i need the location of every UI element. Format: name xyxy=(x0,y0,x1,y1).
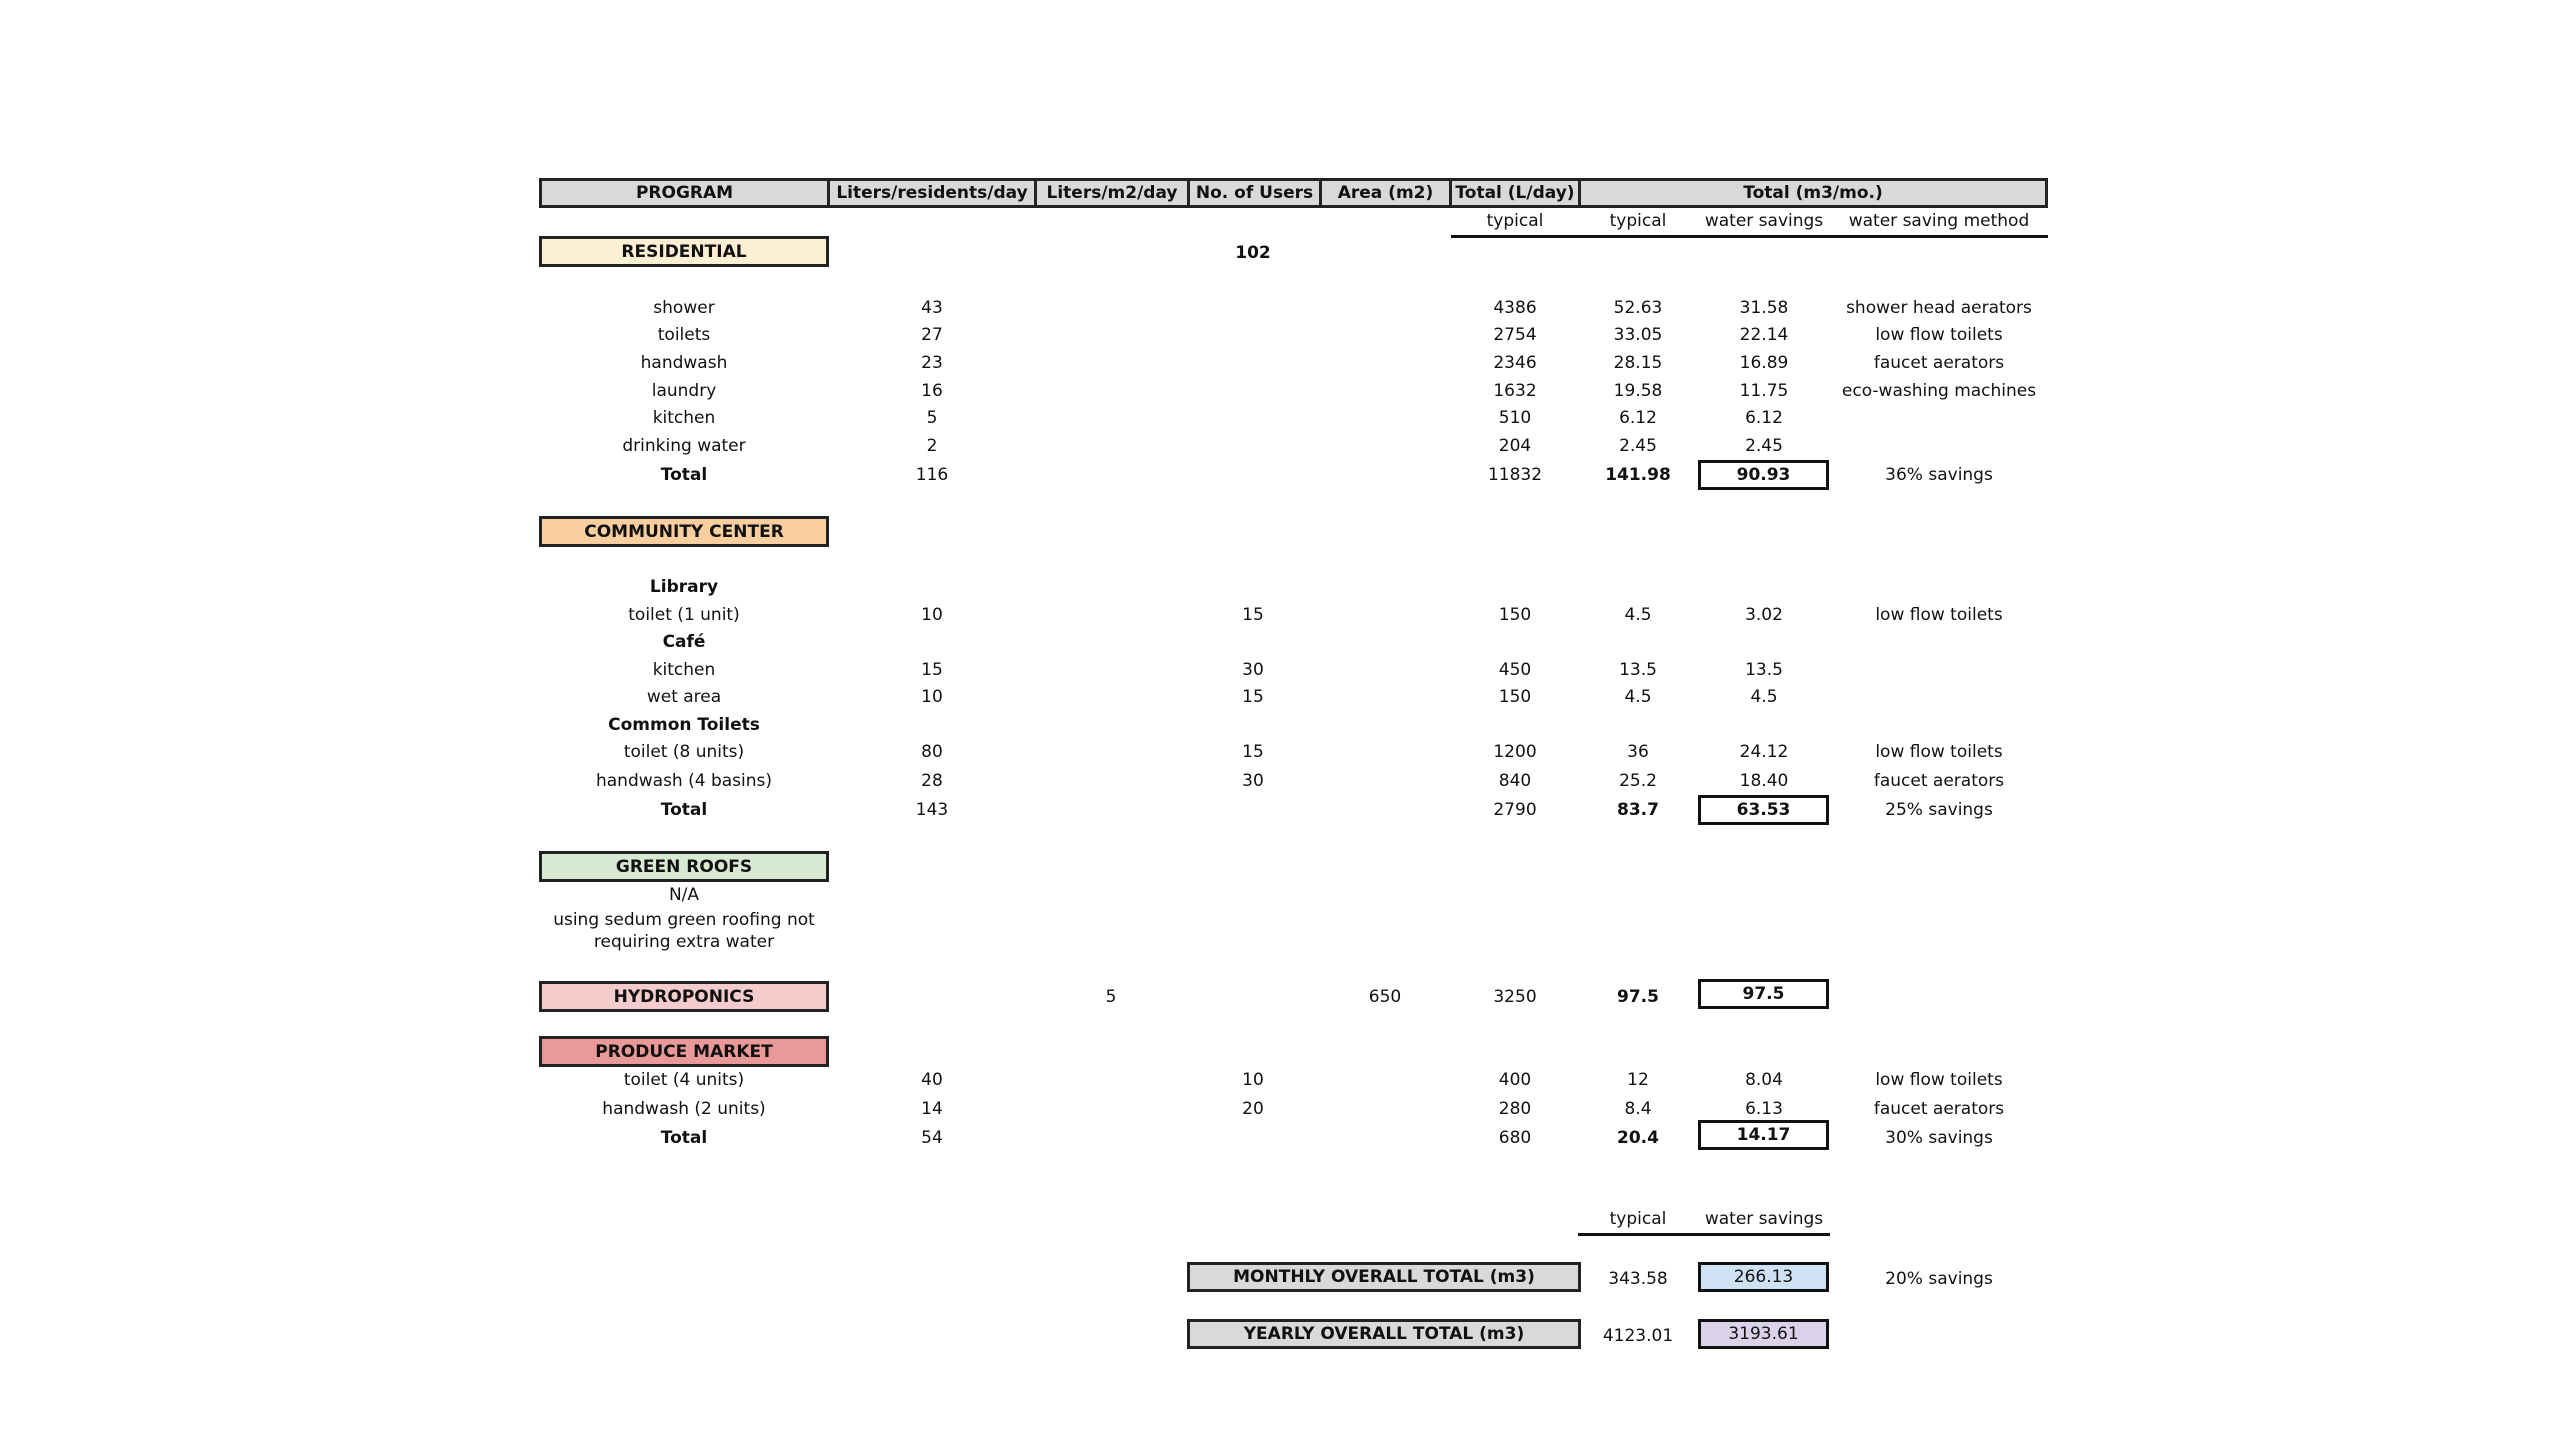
residential-users: 102 xyxy=(1235,243,1271,263)
category-residential: RESIDENTIAL xyxy=(539,236,829,267)
table-row-total: 204 xyxy=(1498,436,1532,456)
table-row-savings: 16.89 xyxy=(1739,353,1789,373)
yearly-overall-total-label: YEARLY OVERALL TOTAL (m3) xyxy=(1187,1319,1581,1349)
table-row-total: 150 xyxy=(1498,687,1532,707)
yearly-overall-savings-box: 3193.61 xyxy=(1698,1319,1829,1349)
monthly-overall-typical: 343.58 xyxy=(1608,1269,1668,1289)
table-row-total: 1632 xyxy=(1493,381,1537,401)
table-row-users: 10 xyxy=(1242,1070,1264,1090)
total-row-method: 30% savings xyxy=(1885,1128,1993,1148)
table-row-savings: 24.12 xyxy=(1739,742,1789,762)
table-row-name: toilet (1 unit) xyxy=(628,605,740,625)
table-row-total: 510 xyxy=(1498,408,1532,428)
table-row-name: kitchen xyxy=(652,660,716,680)
overall-savings-header: water savings xyxy=(1704,1209,1824,1229)
table-row-users: 15 xyxy=(1242,742,1264,762)
table-row-typical: 13.5 xyxy=(1619,660,1657,680)
hydroponics-total: 3250 xyxy=(1493,987,1537,1007)
hydroponics-savings-box: 97.5 xyxy=(1698,979,1829,1009)
total-row-total: 680 xyxy=(1498,1128,1532,1148)
table-row-savings: 11.75 xyxy=(1739,381,1789,401)
table-row-name: handwash xyxy=(640,353,728,373)
table-row-name: toilet (4 units) xyxy=(623,1070,745,1090)
subheader-underline xyxy=(1451,235,2048,238)
total-row-typical: 20.4 xyxy=(1617,1128,1659,1148)
hydroponics-typical: 97.5 xyxy=(1617,987,1659,1007)
table-row-lpr: 27 xyxy=(921,325,943,345)
table-row-total: 1200 xyxy=(1493,742,1537,762)
table-row-method: faucet aerators xyxy=(1873,353,2005,373)
table-row-typical: 28.15 xyxy=(1613,353,1663,373)
table-row-savings: 22.14 xyxy=(1739,325,1789,345)
table-row-method: faucet aerators xyxy=(1873,1099,2005,1119)
total-row-savings-box: 14.17 xyxy=(1698,1120,1829,1150)
subheader-typical-l-day: typical xyxy=(1486,211,1544,231)
subgroup-cafe: Café xyxy=(662,632,706,652)
total-row-typical: 141.98 xyxy=(1605,465,1671,485)
hydroponics-liters-m2: 5 xyxy=(1105,987,1117,1007)
table-row-total: 450 xyxy=(1498,660,1532,680)
subgroup-common-toilets: Common Toilets xyxy=(608,715,760,735)
table-row-name: drinking water xyxy=(622,436,746,456)
table-row-name: handwash (2 units) xyxy=(602,1099,766,1119)
table-row-users: 20 xyxy=(1242,1099,1264,1119)
header-liters-m2-day: Liters/m2/day xyxy=(1034,178,1190,208)
overall-header-underline xyxy=(1578,1233,1830,1236)
table-row-savings: 8.04 xyxy=(1745,1070,1783,1090)
total-row-savings-box: 90.93 xyxy=(1698,460,1829,490)
header-liters-residents-day: Liters/residents/day xyxy=(827,178,1037,208)
table-row-total: 4386 xyxy=(1493,298,1537,318)
header-total-m3-mo: Total (m3/mo.) xyxy=(1578,178,2048,208)
table-row-typical: 8.4 xyxy=(1624,1099,1652,1119)
table-row-users: 30 xyxy=(1242,660,1264,680)
table-row-total: 840 xyxy=(1498,771,1532,791)
table-row-lpr: 80 xyxy=(921,742,943,762)
total-row-method: 25% savings xyxy=(1885,800,1993,820)
table-row-method: low flow toilets xyxy=(1875,742,2003,762)
table-row-name: handwash (4 basins) xyxy=(595,771,773,791)
table-row-name: kitchen xyxy=(652,408,716,428)
table-row-total: 2754 xyxy=(1493,325,1537,345)
table-row-typical: 33.05 xyxy=(1613,325,1663,345)
table-row-method: eco-washing machines xyxy=(1841,381,2037,401)
total-row-typical: 83.7 xyxy=(1617,800,1659,820)
monthly-overall-total-label: MONTHLY OVERALL TOTAL (m3) xyxy=(1187,1262,1581,1292)
table-row-name: toilet (8 units) xyxy=(623,742,745,762)
table-row-name: shower xyxy=(653,298,715,318)
table-row-typical: 19.58 xyxy=(1613,381,1663,401)
category-produce-market: PRODUCE MARKET xyxy=(539,1036,829,1067)
subheader-typical-m3: typical xyxy=(1609,211,1667,231)
total-row-name: Total xyxy=(660,1128,708,1148)
total-row-savings-box: 63.53 xyxy=(1698,795,1829,825)
table-row-lpr: 16 xyxy=(921,381,943,401)
table-row-users: 15 xyxy=(1242,687,1264,707)
table-row-total: 150 xyxy=(1498,605,1532,625)
total-row-name: Total xyxy=(660,465,708,485)
table-row-method: faucet aerators xyxy=(1873,771,2005,791)
total-row-lpr: 116 xyxy=(915,465,949,485)
header-area: Area (m2) xyxy=(1319,178,1452,208)
table-row-typical: 25.2 xyxy=(1619,771,1657,791)
table-row-lpr: 15 xyxy=(921,660,943,680)
table-row-savings: 3.02 xyxy=(1745,605,1783,625)
table-row-method: low flow toilets xyxy=(1875,325,2003,345)
total-row-method: 36% savings xyxy=(1885,465,1993,485)
yearly-overall-typical: 4123.01 xyxy=(1602,1326,1674,1346)
table-row-name: laundry xyxy=(651,381,717,401)
table-row-method: low flow toilets xyxy=(1875,605,2003,625)
table-row-users: 15 xyxy=(1242,605,1264,625)
table-row-typical: 4.5 xyxy=(1624,605,1652,625)
table-row-lpr: 40 xyxy=(921,1070,943,1090)
green-roofs-na: N/A xyxy=(668,885,700,905)
table-row-lpr: 10 xyxy=(921,605,943,625)
header-total-l-day: Total (L/day) xyxy=(1449,178,1581,208)
table-row-savings: 31.58 xyxy=(1739,298,1789,318)
total-row-lpr: 54 xyxy=(921,1128,943,1148)
table-row-typical: 12 xyxy=(1627,1070,1649,1090)
overall-typical-header: typical xyxy=(1609,1209,1667,1229)
subheader-water-saving-method: water saving method xyxy=(1848,211,2030,231)
total-row-total: 2790 xyxy=(1493,800,1537,820)
table-row-savings: 13.5 xyxy=(1745,660,1783,680)
monthly-overall-savings-box: 266.13 xyxy=(1698,1262,1829,1292)
total-row-total: 11832 xyxy=(1487,465,1543,485)
table-row-typical: 52.63 xyxy=(1613,298,1663,318)
table-row-method: low flow toilets xyxy=(1875,1070,2003,1090)
table-row-typical: 2.45 xyxy=(1619,436,1657,456)
table-row-total: 400 xyxy=(1498,1070,1532,1090)
table-row-lpr: 10 xyxy=(921,687,943,707)
table-row-savings: 2.45 xyxy=(1745,436,1783,456)
table-row-users: 30 xyxy=(1242,771,1264,791)
table-row-name: toilets xyxy=(657,325,711,345)
table-row-lpr: 5 xyxy=(926,408,938,428)
table-row-savings: 6.12 xyxy=(1745,408,1783,428)
header-no-of-users: No. of Users xyxy=(1187,178,1322,208)
hydroponics-area: 650 xyxy=(1368,987,1402,1007)
table-row-lpr: 14 xyxy=(921,1099,943,1119)
green-roofs-note: using sedum green roofing not requiring extra water xyxy=(553,910,815,952)
table-row-method: shower head aerators xyxy=(1846,298,2032,318)
total-row-name: Total xyxy=(660,800,708,820)
table-row-lpr: 43 xyxy=(921,298,943,318)
table-row-lpr: 2 xyxy=(926,436,938,456)
table-row-name: wet area xyxy=(646,687,722,707)
table-row-savings: 6.13 xyxy=(1745,1099,1783,1119)
table-row-savings: 4.5 xyxy=(1750,687,1778,707)
table-row-typical: 36 xyxy=(1627,742,1649,762)
table-row-typical: 6.12 xyxy=(1619,408,1657,428)
table-row-lpr: 23 xyxy=(921,353,943,373)
table-row-savings: 18.40 xyxy=(1739,771,1789,791)
table-row-total: 280 xyxy=(1498,1099,1532,1119)
table-row-typical: 4.5 xyxy=(1624,687,1652,707)
total-row-lpr: 143 xyxy=(915,800,949,820)
table-row-lpr: 28 xyxy=(921,771,943,791)
category-green-roofs: GREEN ROOFS xyxy=(539,851,829,882)
category-hydroponics: HYDROPONICS xyxy=(539,981,829,1012)
table-row-total: 2346 xyxy=(1493,353,1537,373)
category-community-center: COMMUNITY CENTER xyxy=(539,516,829,547)
subgroup-library: Library xyxy=(649,577,719,597)
header-program: PROGRAM xyxy=(539,178,830,208)
monthly-overall-method: 20% savings xyxy=(1885,1269,1993,1289)
subheader-water-savings: water savings xyxy=(1704,211,1824,231)
